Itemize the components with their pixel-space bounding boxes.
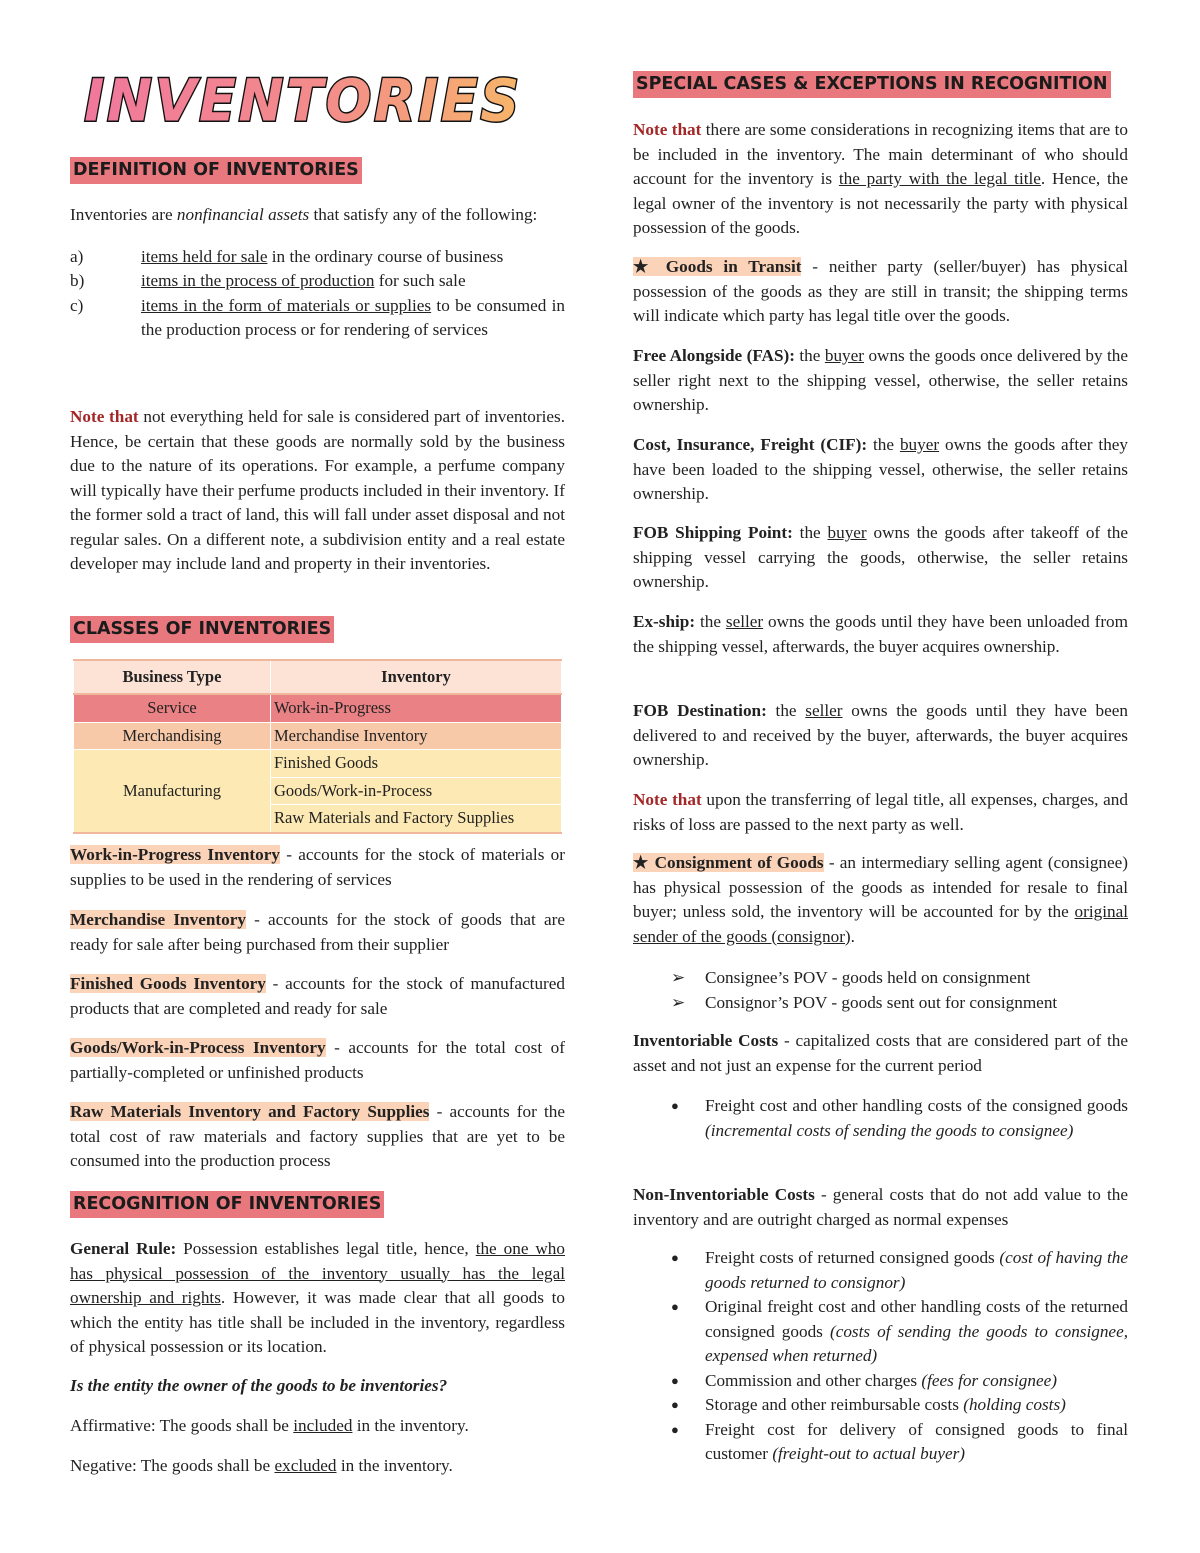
list-item: ● Freight cost for delivery of consigned goods to final customer (freight-out to actual buyer) [671, 1419, 1128, 1463]
term-fob-shipping: FOB Shipping Point: the buyer owns the goods after takeoff of the shipping vessel carrying the goods, otherwise, the seller retains ownership. [633, 523, 1128, 591]
list-item: ➢ Consignee’s POV - goods held on consignment [633, 966, 1128, 991]
term-fob-destination: FOB Destination: the seller owns the goods until they have been delivered to and received by the buyer, afterwards, the buyer acquires ownership. [633, 701, 1128, 769]
arrow-icon: ➢ [671, 968, 686, 987]
table-row: Raw Materials and Factory Supplies [74, 805, 562, 833]
affirmative-answer: Affirmative: The goods shall be included in the inventory. [70, 1416, 469, 1435]
definition-wip: Work-in-Progress Inventory - accounts for the stock of materials or supplies to be used in the rendering of services [70, 845, 565, 889]
definition-raw-materials: Raw Materials Inventory and Factory Supplies - accounts for the total cost of raw materials and factory supplies that are yet to be consumed into the production process [70, 1102, 565, 1170]
non-inventoriable-list [633, 1246, 1128, 1467]
negative-answer: Negative: The goods shall be excluded in the inventory. [70, 1456, 453, 1475]
bullet-icon: ● [671, 1299, 679, 1314]
transfer-note: Note that upon the transferring of legal title, all expenses, charges, and risks of loss are passed to the next party as well. [633, 790, 1128, 834]
special-note: Note that there are some considerations in recognizing items that are to be included in the inventory. The main determinant of who should account for the inventory is the party with the legal title. Hence, the legal owner of the inventory is not necessarily the party with physical possession of the goods. [633, 120, 1129, 237]
list-item: ● Freight cost and other handling costs of the consigned goods (incremental costs of sending the goods to consignee) [671, 1096, 1128, 1140]
inventory-note: Note that not everything held for sale is considered part of inventories. Hence, be certain that these goods are normally sold by the business due to the nature of its operations. For example, a perfume company will typically have their perfume products included in their inventory. If the former sold a tract of land, this will fall under asset disposal and not regular sales. On a different note, a subdivision entity and a real estate developer may include land and property in their inventories. [70, 407, 565, 573]
list-item: a) items held for sale in the ordinary course of business [70, 246, 504, 266]
definition-merchandise: Merchandise Inventory - accounts for the stock of goods that are ready for sale after being purchased from their supplier [70, 910, 566, 954]
definition-list [70, 245, 565, 343]
list-item: ● Storage and other reimbursable costs (holding costs) [633, 1393, 1128, 1418]
svg-text:INVENTORIES: INVENTORIES [84, 66, 522, 135]
arrow-icon: ➢ [671, 992, 686, 1012]
bullet-icon: ● [671, 1250, 679, 1265]
definition-goods-wip: Goods/Work-in-Process Inventory - accounts for the total cost of partially-completed or unfinished products [70, 1038, 565, 1082]
table-row: Service Work-in-Progress [74, 694, 562, 722]
pov-list [633, 966, 1128, 1015]
definition-heading: DEFINITION OF INVENTORIES [70, 157, 362, 184]
special-cases-heading: SPECIAL CASES & EXCEPTIONS IN RECOGNITION [633, 71, 1111, 98]
bullet-icon: ● [671, 1372, 679, 1388]
inventoriable-list [633, 1094, 1128, 1143]
term-ex-ship: Ex-ship: the seller owns the goods until they have been unloaded from the shipping vessel, afterwards, the buyer acquires ownership. [633, 612, 1129, 656]
classes-heading: CLASSES OF INVENTORIES [70, 616, 334, 643]
list-item: ➢ Consignor’s POV - goods sent out for consignment [633, 991, 1128, 1016]
list-item: ● Freight costs of returned consigned goods (cost of having the goods returned to consignor) [671, 1248, 1129, 1292]
recognition-heading: RECOGNITION OF INVENTORIES [70, 1191, 384, 1218]
term-fas: Free Alongside (FAS): the buyer owns the goods once delivered by the seller right next to the shipping vessel, otherwise, the seller retains ownership. [633, 346, 1129, 414]
definition-finished-goods: Finished Goods Inventory - accounts for the stock of manufactured products that are completed and ready for sale [70, 974, 565, 1018]
definition-section [70, 203, 565, 343]
bullet-icon: ● [671, 1098, 679, 1113]
definition-intro: Inventories are nonfinancial assets that satisfy any of the following: [70, 205, 538, 224]
classes-table [73, 659, 562, 834]
list-item: ● Commission and other charges (fees for consignee) [633, 1369, 1128, 1394]
table-row: Manufacturing Finished Goods [74, 750, 562, 778]
consignment-of-goods: ★ Consignment of Goods - an intermediary selling agent (consignee) has physical possession of the goods as intended for resale to final buyer; unless sold, the inventory will be accounted for by the original sender of the goods (consignor). [633, 853, 1128, 946]
goods-in-transit: ★ Goods in Transit - neither party (seller/buyer) has physical possession of the goods as they are still in transit; the shipping terms will indicate which party has legal title over the goods. [633, 257, 1128, 325]
table-row: Merchandising Merchandise Inventory [74, 722, 562, 750]
bullet-icon: ● [671, 1397, 679, 1412]
table-header: Business Type Inventory [74, 660, 562, 694]
list-item: c) items in the form of materials or supplies to be consumed in the production process or for rendering of services [70, 295, 565, 339]
general-rule: General Rule: Possession establishes legal title, hence, the one who has physical possession of the inventory usually has the legal ownership and rights. However, it was made clear that all goods to which the entity has title shall be included in the inventory, regardless of physical possession or its location. [70, 1239, 565, 1356]
page-title [70, 66, 540, 136]
non-inventoriable-costs: Non-Inventoriable Costs - general costs that do not add value to the inventory and are outright charged as normal expenses [633, 1185, 1129, 1229]
bullet-icon: ● [671, 1421, 679, 1437]
list-item: b) items in the process of production for such sale [70, 271, 466, 290]
list-item: ● Original freight cost and other handling costs of the returned consigned goods (costs of sending the goods to consignee, expensed when returned) [671, 1297, 1128, 1365]
term-cif: Cost, Insurance, Freight (CIF): the buyer owns the goods after they have been loaded to the shipping vessel, otherwise, the seller retains ownership. [633, 435, 1129, 503]
table-row: Goods/Work-in-Process [74, 777, 562, 805]
ownership-question: Is the entity the owner of the goods to be inventories? [70, 1376, 448, 1395]
inventoriable-costs: Inventoriable Costs - capitalized costs that are considered part of the asset and not just an expense for the current period [633, 1031, 1128, 1075]
